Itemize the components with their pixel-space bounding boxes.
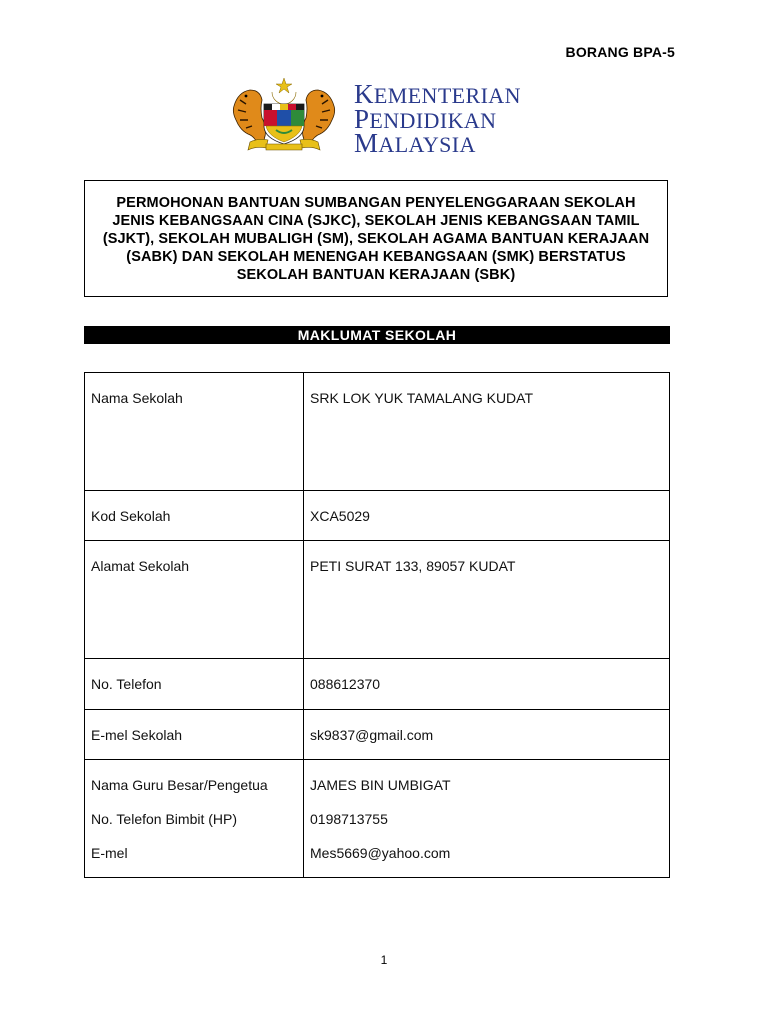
table-row xyxy=(85,760,670,878)
form-title-box xyxy=(84,180,668,297)
head-teacher-email-label: E-mel xyxy=(91,845,128,861)
school-email-value: sk9837@gmail.com xyxy=(304,710,670,760)
table-row xyxy=(85,541,670,659)
page-number: 1 xyxy=(380,953,388,967)
head-teacher-labels xyxy=(85,760,304,878)
table-row xyxy=(85,710,670,760)
school-code-label: Kod Sekolah xyxy=(85,491,304,541)
school-info-table xyxy=(84,372,670,878)
form-title: PERMOHONAN BANTUAN SUMBANGAN PENYELENGGARAAN SEKOLAH JENIS KEBANGSAAN CINA (SJKC), SEKOLAH JENIS KEBANGSAAN TAMIL (SJKT), SEKOLAH MUBALIGH (SM), SEKOLAH AGAMA BANTUAN KERAJAAN (SABK) DAN SEKOLAH MENENGAH KEBANGSAAN (SMK) BERSTATUS SEKOLAH BANTUAN KERAJAAN (SBK) xyxy=(102,194,650,283)
section-heading: MAKLUMAT SEKOLAH xyxy=(84,326,670,344)
school-name-value: SRK LOK YUK TAMALANG KUDAT xyxy=(304,373,670,491)
school-name-label: Nama Sekolah xyxy=(85,373,304,491)
ministry-line1-initial: K xyxy=(354,79,374,109)
ministry-wordmark xyxy=(354,79,521,158)
phone-label: No. Telefon xyxy=(85,659,304,710)
head-teacher-phone-label: No. Telefon Bimbit (HP) xyxy=(91,811,238,827)
form-code: BORANG BPA-5 xyxy=(565,44,675,60)
head-teacher-email-value: Mes5669@yahoo.com xyxy=(310,845,451,861)
school-address-label: Alamat Sekolah xyxy=(85,541,304,659)
head-teacher-name-label: Nama Guru Besar/Pengetua xyxy=(91,777,268,793)
ministry-line1: EMENTERIAN xyxy=(373,83,521,108)
head-teacher-phone-value: 0198713755 xyxy=(310,811,388,827)
head-teacher-values xyxy=(304,760,670,878)
school-address-value: PETI SURAT 133, 89057 KUDAT xyxy=(304,541,670,659)
table-row xyxy=(85,491,670,541)
ministry-logo xyxy=(226,76,586,156)
phone-value: 088612370 xyxy=(304,659,670,710)
ministry-line3: ALAYSIA xyxy=(378,132,476,157)
coat-of-arms-icon xyxy=(226,76,342,156)
ministry-line2-initial: P xyxy=(354,103,370,134)
school-code-value: XCA5029 xyxy=(304,491,670,541)
head-teacher-name-value: JAMES BIN UMBIGAT xyxy=(310,777,451,793)
table-row xyxy=(85,373,670,491)
school-email-label: E-mel Sekolah xyxy=(85,710,304,760)
ministry-line2: ENDIDIKAN xyxy=(369,107,497,133)
table-row xyxy=(85,659,670,710)
ministry-line3-initial: M xyxy=(354,128,379,158)
